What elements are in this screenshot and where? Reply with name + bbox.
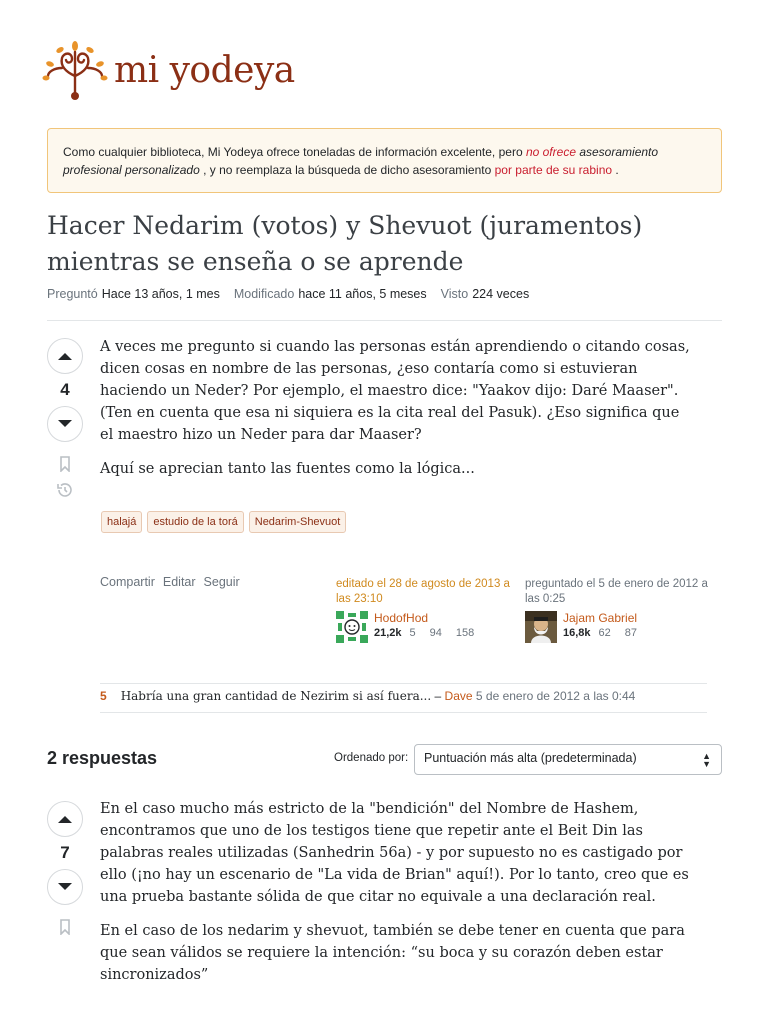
question-vote-count: 4 (60, 380, 70, 399)
asker-reputation: 16,8k (563, 627, 591, 639)
tag[interactable]: halajá (101, 511, 142, 533)
comment-score: 5 (100, 689, 107, 703)
tag[interactable]: Nedarim-Shevuot (249, 511, 347, 533)
notice-end: . (612, 163, 619, 177)
follow-link[interactable]: Seguir (203, 575, 240, 589)
question-vote-cell (47, 338, 83, 500)
modified-value[interactable]: hace 11 años, 5 meses (298, 287, 427, 301)
silver-count: 5 (409, 627, 416, 639)
site-name: mi yodeya (114, 49, 295, 91)
sort-arrows-icon: ▲ ▼ (702, 751, 711, 769)
tag[interactable]: estudio de la torá (147, 511, 243, 533)
answer-vote-count: 7 (60, 843, 70, 862)
asker-stats (563, 627, 651, 639)
viewed-label: Visto (440, 287, 469, 301)
downvote-button[interactable] (47, 406, 83, 442)
site-logo[interactable] (42, 38, 295, 102)
post-actions (100, 575, 240, 589)
identicon-avatar[interactable] (336, 611, 368, 643)
asker-name[interactable]: Jajam Gabriel (563, 611, 638, 625)
question-tags (101, 511, 346, 533)
answer-paragraph: En el caso de los nedarim y shevuot, también se debe tener en cuenta que para que sean válidos se requiere la intención: “su boca y su corazón deben estar sincronizados” (100, 923, 685, 983)
divider (47, 320, 722, 321)
comment-author[interactable]: Dave (444, 689, 473, 703)
editor-stats (374, 627, 488, 639)
answer-body (100, 798, 710, 998)
question-paragraph: Aquí se aprecian tanto las fuentes como la lógica... (100, 461, 475, 477)
sort-select[interactable] (414, 744, 722, 775)
bronze-count: 87 (624, 627, 638, 639)
tree-logo-icon (42, 38, 108, 102)
answer-paragraph: En el caso mucho más estricto de la "bendición" del Nombre de Hashem, encontramos que uno de los testigos tiene que repetir ante el Beit Din las palabras reales utilizadas (Sanhedrin 56a) - y por supuesto no es castigado por ello (¡no hay un escenario de "La vida de Brian" aquí!). Por lo tanto, creo que es una prueba bastante sólida de que citar no equivale a una declaración real. (100, 801, 689, 905)
bronze-count: 94 (429, 627, 442, 639)
share-link[interactable]: Compartir (100, 575, 155, 589)
downvote-icon (57, 882, 73, 892)
sort-value: Puntuación más alta (predeterminada) (424, 751, 637, 765)
bookmark-button[interactable] (55, 454, 75, 474)
silver-count: 62 (598, 627, 611, 639)
rabbi-link[interactable]: por parte de su rabino (494, 163, 613, 177)
edited-signature (336, 577, 511, 643)
downvote-button[interactable] (47, 869, 83, 905)
question-body (100, 336, 695, 492)
user-photo-avatar[interactable] (525, 611, 557, 643)
disclaimer-notice (47, 128, 722, 193)
answer-vote-cell (47, 801, 83, 937)
comment (100, 689, 635, 703)
notice-text-2: , y no reemplaza la búsqueda de dicho asesoramiento (199, 163, 495, 177)
bookmark-icon (59, 456, 71, 472)
upvote-button[interactable] (47, 338, 83, 374)
upvote-button[interactable] (47, 801, 83, 837)
notice-text: Como cualquier biblioteca, Mi Yodeya ofrece toneladas de información excelente, pero (63, 145, 526, 159)
answers-count-heading: 2 respuestas (47, 748, 158, 768)
asked-value: Hace 13 años, 1 mes (101, 287, 220, 301)
asked-time[interactable]: preguntado el 5 de enero de 2012 a las 0:25 (525, 578, 708, 605)
comments-bottom-divider (100, 712, 707, 713)
sort-label: Ordenado por: (334, 752, 409, 764)
modified-label: Modificado (233, 287, 295, 301)
comment-text: Habría una gran cantidad de Nezirim si así fuera... (120, 689, 432, 703)
history-button[interactable] (55, 480, 75, 500)
comment-time[interactable]: 5 de enero de 2012 a las 0:44 (472, 689, 636, 703)
upvote-icon (57, 351, 73, 361)
asked-label: Preguntó (47, 287, 98, 301)
edited-time[interactable]: editado el 28 de agosto de 2013 a las 23:10 (336, 578, 510, 605)
notice-emphasis: no ofrece (525, 145, 576, 159)
bookmark-button[interactable] (55, 917, 75, 937)
edit-link[interactable]: Editar (162, 575, 196, 589)
history-icon (56, 481, 74, 499)
notice-italic: asesoramiento profesional personalizado (63, 145, 659, 177)
comments-divider (100, 683, 707, 684)
comment-dash: – (431, 689, 445, 703)
upvote-icon (57, 814, 73, 824)
editor-name[interactable]: HodofHod (374, 611, 429, 625)
viewed-value: 224 veces (472, 287, 530, 301)
bookmark-icon (59, 919, 71, 935)
editor-reputation: 21,2k (374, 627, 402, 639)
question-paragraph: A veces me pregunto si cuando las personas están aprendiendo o citando cosas, dicen cosas en nombre de las personas, ¿eso contaría como si estuvieran haciendo un Neder? Por ejemplo, el maestro dice: "Yaakov dijo: Daré Maaser". (Ten en cuenta que esa ni siquiera es la cita real del Pasuk). ¿Eso significa que el maestro hizo un Neder para dar Maaser? (100, 339, 690, 443)
question-meta (47, 287, 543, 301)
question-title[interactable]: Hacer Nedarim (votos) y Shevuot (juramentos) mientras se enseña o se aprende (47, 211, 643, 276)
extra-count: 158 (455, 627, 475, 639)
downvote-icon (57, 419, 73, 429)
asked-signature (525, 577, 715, 643)
